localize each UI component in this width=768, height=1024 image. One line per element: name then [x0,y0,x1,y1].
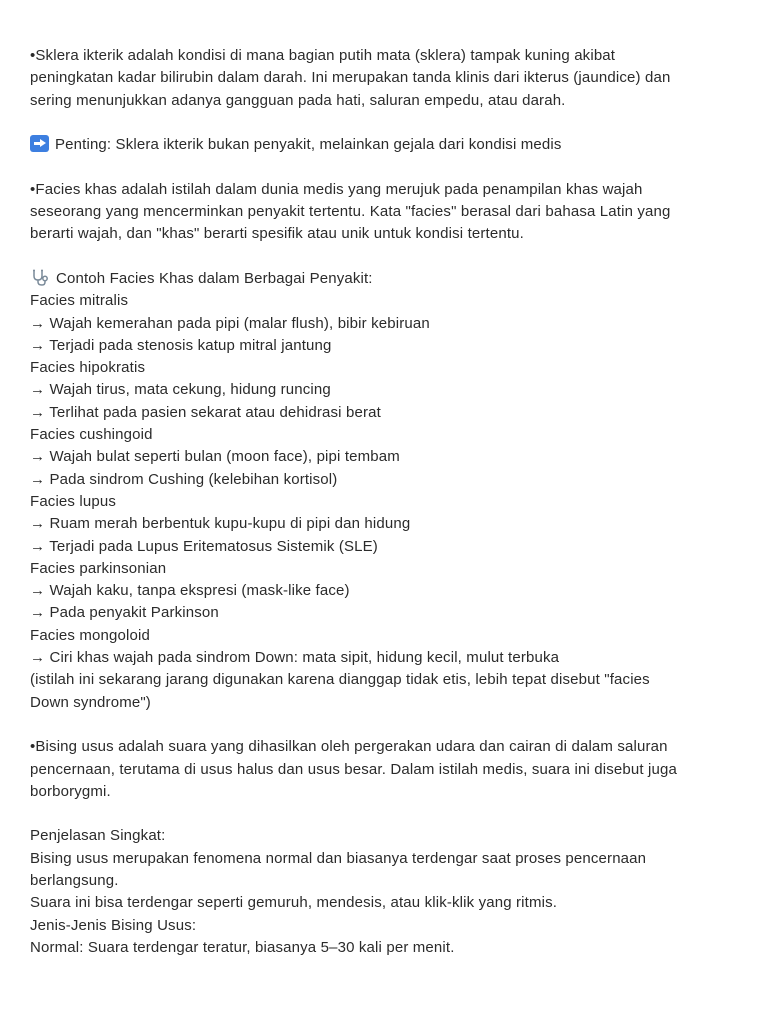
paragraph-bising [30,736,730,803]
paragraph-contoh [30,268,730,714]
stethoscope-icon [30,269,50,287]
contoh-heading-line [30,268,730,290]
text-line: Bising usus merupakan fenomena normal dan biasanya terdengar saat proses pencernaan [30,849,647,867]
text-line: •Facies khas adalah istilah dalam dunia medis yang merujuk pada penampilan khas wajah [30,180,643,198]
text-line [30,134,730,156]
text-line: Facies mitralis [30,292,129,310]
note-body [30,45,730,959]
text-line: Facies lupus [30,492,117,510]
text-line: berarti wajah, dan "khas" berarti spesifik atau unik untuk kondisi tertentu. [30,225,524,243]
text-line: Facies cushingoid [30,426,153,444]
text-line: •Sklera ikterik adalah kondisi di mana bagian putih mata (sklera) tampak kuning akibat [30,47,616,64]
blank-line [30,156,730,178]
blank-line [30,714,730,736]
blank-line [30,803,730,825]
text-line: Facies mongoloid [30,626,150,644]
right-arrow-emoji-icon [30,135,49,152]
text-line: seseorang yang mencerminkan penyakit tertentu. Kata "facies" berasal dari bahasa Latin yang [30,203,671,221]
text-line: borborygmi. [30,782,111,800]
text-line: Normal: Suara terdengar teratur, biasanya 5–30 kali per menit. [30,938,455,956]
text-line: •Bising usus adalah suara yang dihasilkan oleh pergerakan udara dan cairan di dalam saluran [30,738,668,756]
text-line: pencernaan, terutama di usus halus dan usus besar. Dalam istilah medis, suara ini disebut juga [30,760,677,778]
paragraph-penting [30,134,730,156]
text-line: Jenis-Jenis Bising Usus: [30,916,197,934]
text-line: Suara ini bisa terdengar seperti gemuruh, mendesis, atau klik-klik yang ritmis. [30,894,558,912]
text-line: → Ciri khas wajah pada sindrom Down: mata sipit, hidung kecil, mulut terbuka [30,649,560,667]
text-line: → Wajah kemerahan pada pipi (malar flush), bibir kebiruan [30,314,430,332]
text-line: berlangsung. [30,871,119,889]
penting-text: Penting: Sklera ikterik bukan penyakit, melainkan gejala dari kondisi medis [55,136,562,154]
text-line: → Wajah kaku, tanpa ekspresi (mask-like face) [30,582,350,600]
text-line: → Terlihat pada pasien sekarat atau dehidrasi berat [30,403,381,421]
paragraph-penjelasan [30,825,730,959]
blank-line [30,246,730,268]
text-line: (istilah ini sekarang jarang digunakan karena dianggap tidak etis, lebih tepat disebut "facies [30,671,650,689]
text-line: → Wajah tirus, mata cekung, hidung runcing [30,381,331,399]
blank-line [30,112,730,134]
text-line: Down syndrome") [30,693,151,711]
paragraph-facies-intro [30,179,730,246]
text-line: → Wajah bulat seperti bulan (moon face), pipi tembam [30,448,400,466]
text-line: Penjelasan Singkat: [30,827,166,845]
text-line: → Terjadi pada stenosis katup mitral jantung [30,336,332,354]
text-line: → Pada penyakit Parkinson [30,604,219,622]
text-line: sering menunjukkan adanya gangguan pada hati, saluran empedu, atau darah. [30,91,566,109]
text-line: Facies hipokratis [30,359,146,377]
text-line: → Ruam merah berbentuk kupu-kupu di pipi dan hidung [30,515,411,533]
text-line: → Terjadi pada Lupus Eritematosus Sistemik (SLE) [30,537,378,555]
contoh-heading: Contoh Facies Khas dalam Berbagai Penyakit: [56,269,373,287]
paragraph-sklera [30,45,730,112]
text-line: Facies parkinsonian [30,559,167,577]
text-line: peningkatan kadar bilirubin dalam darah. Ini merupakan tanda klinis dari ikterus (jaundice) dan [30,69,671,87]
text-line: → Pada sindrom Cushing (kelebihan kortisol) [30,470,338,488]
